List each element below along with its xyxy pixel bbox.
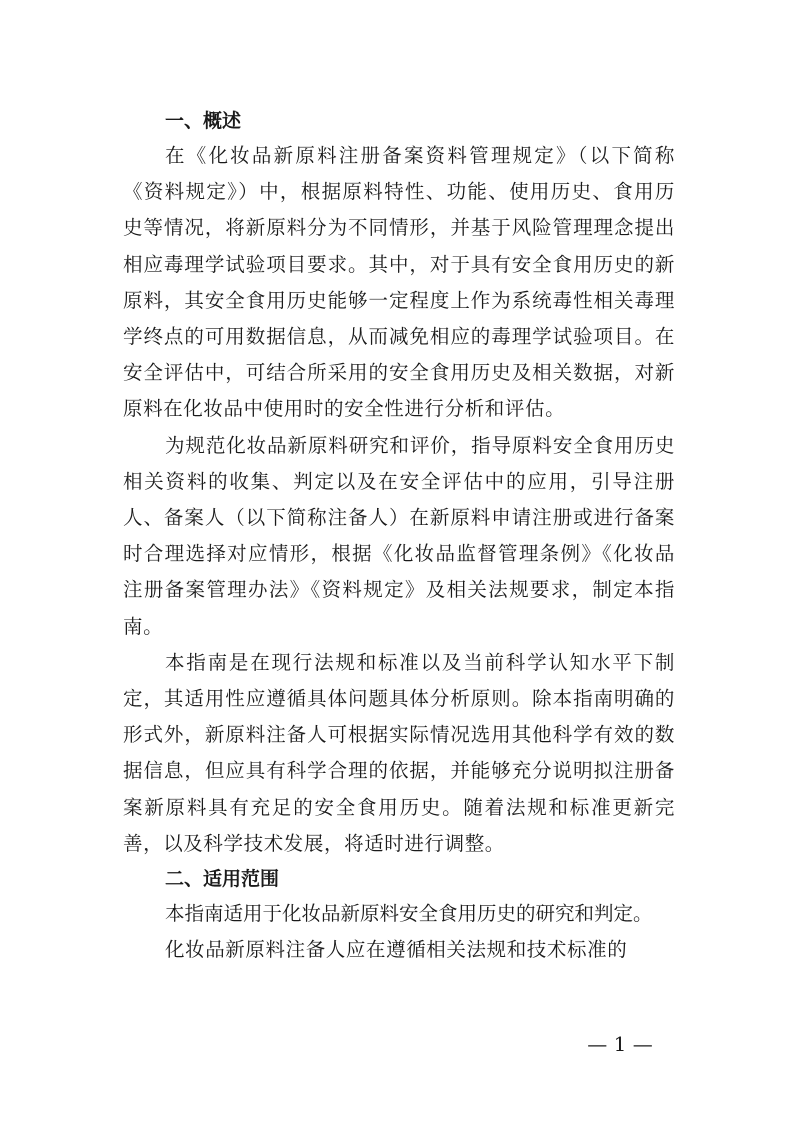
paragraph-overview-3: 本指南是在现行法规和标准以及当前科学认知水平下制定，其适用性应遵循具体问题具体分析原则。除本指南明确的形式外，新原料注备人可根据实际情况选用其他科学有效的数据信息，但应具有科学合理的依据，并能够充分说明拟注册备案新原料具有充足的安全食用历史。随着法规和标准更新完善，以及科学技术发展，将适时进行调整。 bbox=[123, 650, 675, 855]
section-heading-scope: 二、适用范围 bbox=[165, 868, 280, 891]
paragraph-overview-2: 为规范化妆品新原料研究和评价，指导原料安全食用历史相关资料的收集、判定以及在安全评估中的应用，引导注册人、备案人（以下简称注备人）在新原料申请注册或进行备案时合理选择对应情形，根据《化妆品监督管理条例》《化妆品注册备案管理办法》《资料规定》及相关法规要求，制定本指南。 bbox=[123, 433, 675, 638]
document-body bbox=[123, 104, 675, 968]
paragraph-scope-2: 化妆品新原料注备人应在遵循相关法规和技术标准的 bbox=[165, 938, 628, 962]
paragraph-overview-1: 在《化妆品新原料注册备案资料管理规定》（以下简称《资料规定》）中，根据原料特性、功能、使用历史、食用历史等情况，将新原料分为不同情形，并基于风险管理理念提出相应毒理学试验项目要求。其中，对于具有安全食用历史的新原料，其安全食用历史能够一定程度上作为系统毒性相关毒理学终点的可用数据信息，从而减免相应的毒理学试验项目。在安全评估中，可结合所采用的安全食用历史及相关数据，对新原料在化妆品中使用时的安全性进行分析和评估。 bbox=[123, 144, 675, 421]
section-heading-overview: 一、概述 bbox=[165, 110, 242, 132]
page-number: — 1 — bbox=[587, 1032, 653, 1056]
paragraph-scope-1: 本指南适用于化妆品新原料安全食用历史的研究和判定。 bbox=[165, 902, 653, 926]
